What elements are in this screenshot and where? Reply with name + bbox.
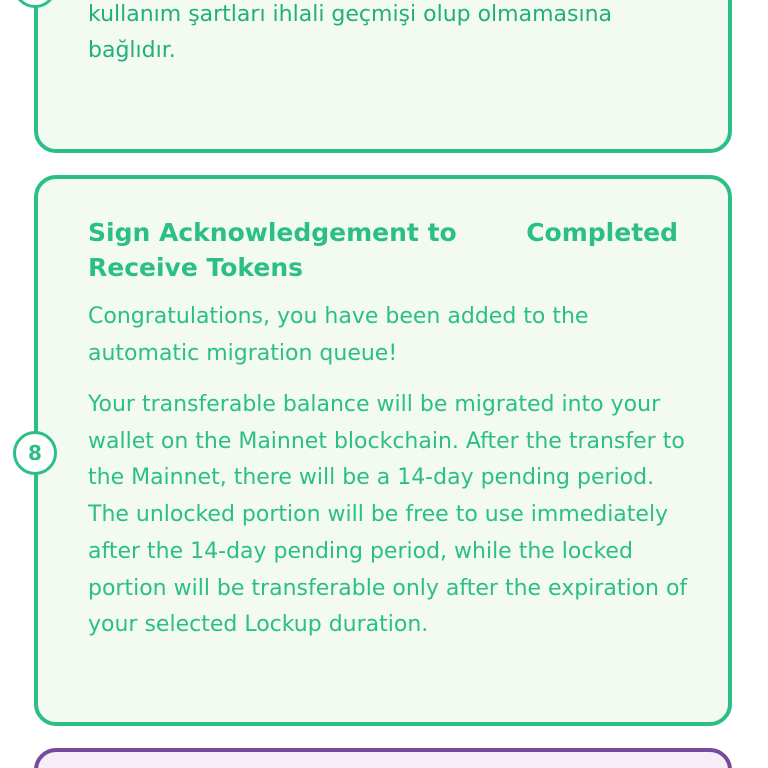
previous-step-text: kullanım şartları ihlali geçmişi olup olmamasına bağlıdır. (88, 1, 612, 64)
step-number-indicator (13, 431, 57, 475)
next-step-card (34, 748, 732, 768)
step-title: Sign Acknowledgement to Receive Tokens (88, 218, 457, 282)
status-badge: Completed (526, 218, 678, 247)
step-number: 8 (28, 441, 42, 465)
step-description: Your transferable balance will be migrated into your wallet on the Mainnet blockchain. After the transfer to the Mainnet, there will be a 14-day pending period. The unlocked portion will be free to use immediately after the 14-day pending period, while the locked portion will be transferable only after the expiration of your selected Lockup duration. (88, 392, 688, 638)
previous-step-card (34, 0, 732, 153)
step-card (34, 175, 732, 726)
step-message: Congratulations, you have been added to the automatic migration queue! (88, 304, 589, 366)
